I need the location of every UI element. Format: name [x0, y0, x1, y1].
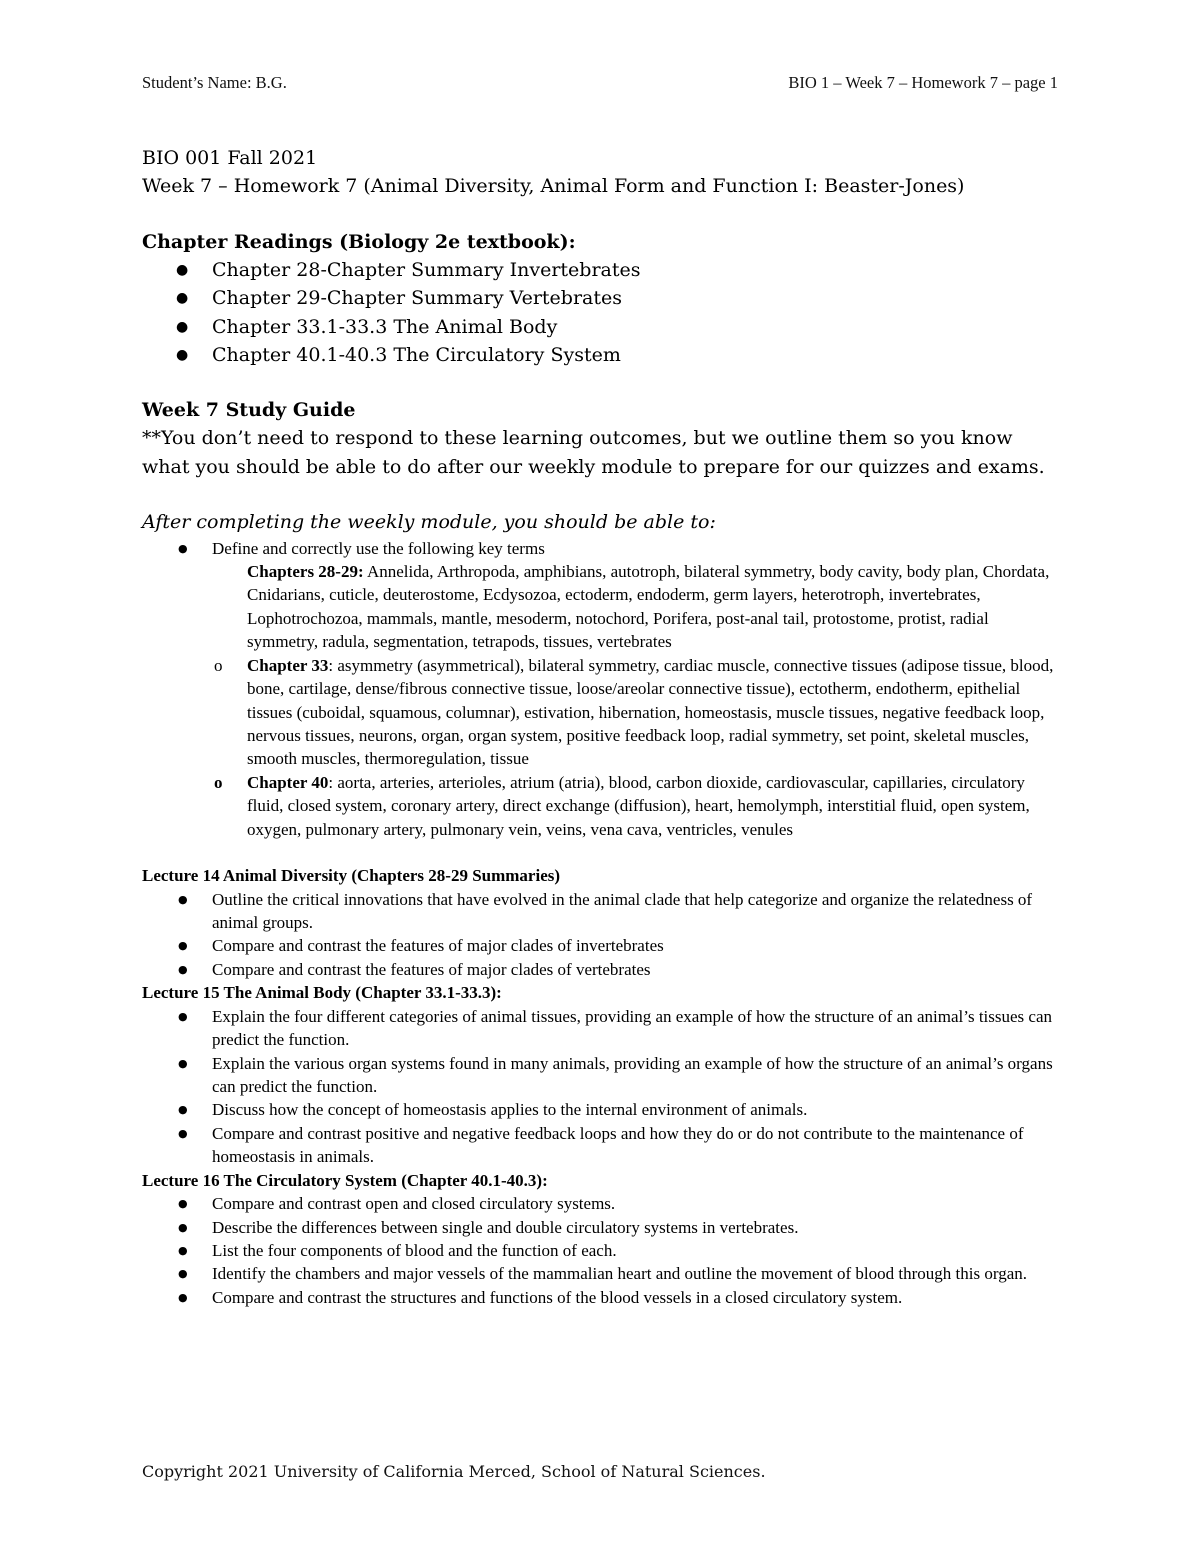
lecture-15-heading: Lecture 15 The Animal Body (Chapter 33.1-33.3):	[142, 983, 502, 1003]
list-item: ● Discuss how the concept of homeostasis applies to the internal environment of animals.	[142, 1098, 1062, 1121]
document-content	[142, 144, 1062, 1309]
list-item: ● Describe the differences between single and double circulatory systems in vertebrates.	[142, 1216, 1062, 1239]
key-terms-list	[142, 537, 1062, 560]
list-item: ● Outline the critical innovations that have evolved in the animal clade that help categorize and organize the relatedness of animal groups.	[142, 888, 1062, 935]
terms-chapter-33	[214, 654, 1062, 771]
header-page-info: BIO 1 – Week 7 – Homework 7 – page 1	[788, 73, 1058, 92]
list-item: ● Identify the chambers and major vessels of the mammalian heart and outline the movement of blood through this organ.	[142, 1262, 1062, 1285]
list-item: ● Compare and contrast the features of major clades of vertebrates	[142, 958, 1062, 981]
list-item: ● Define and correctly use the following key terms	[142, 537, 1062, 560]
study-guide-intro: After completing the weekly module, you should be able to:	[142, 511, 716, 534]
term-text: : aorta, arteries, arterioles, atrium (atria), blood, carbon dioxide, cardiovascular, capillaries, circulatory fluid, closed system, coronary artery, direct exchange (diffusion), heart, hemolymph, interstitial fluid, open system, oxygen, pulmonary artery, pulmonary vein, veins, vena cava, ventricles, venules	[247, 772, 1030, 839]
term-marker: o	[214, 655, 223, 675]
study-guide-note: **You don’t need to respond to these learning outcomes, but we outline them so you know what you should be able to do after our weekly module to prepare for our quizzes and exams.	[142, 427, 1045, 478]
readings-list	[142, 256, 1062, 370]
list-item: ● Compare and contrast the structures and functions of the blood vessels in a closed circulatory system.	[142, 1286, 1062, 1309]
term-label: Chapter 40	[247, 772, 329, 792]
homework-subtitle: Week 7 – Homework 7 (Animal Diversity, Animal Form and Function I: Beaster-Jones)	[142, 175, 965, 198]
list-item: ● Chapter 28-Chapter Summary Invertebrates	[142, 256, 1062, 284]
term-text: : asymmetry (asymmetrical), bilateral symmetry, cardiac muscle, connective tissues (adipose tissue, blood, bone, cartilage, dense/fibrous connective tissue, loose/areolar connective tissue), ectotherm, endotherm, epithelial tissues (cuboidal, squamous, columnar), estivation, hibernation, homeostasis, muscle tissues, negative feedback loop, nervous tissues, neurons, organ, organ system, positive feedback loop, radial symmetry, set point, skeletal muscles, smooth muscles, thermoregulation, tissue	[247, 655, 1054, 769]
readings-heading: Chapter Readings (Biology 2e textbook):	[142, 230, 576, 253]
term-text: Annelida, Arthropoda, amphibians, autotroph, bilateral symmetry, body cavity, body plan, Chordata, Cnidarians, cuticle, deuterostome, Ecdysozoa, ectoderm, endoderm, germ layers, heterotroph, invertebrates, Lophotrochozoa, mammals, mantle, mesoderm, notochord, Porifera, post-anal tail, protostome, protist, radial symmetry, radula, segmentation, tetrapods, tissues, vertebrates	[247, 562, 1050, 652]
list-item: ● Compare and contrast open and closed circulatory systems.	[142, 1192, 1062, 1215]
lecture-16-list	[142, 1192, 1062, 1309]
key-terms-groups	[142, 560, 1062, 841]
lecture-14-heading: Lecture 14 Animal Diversity (Chapters 28-29 Summaries)	[142, 865, 561, 885]
list-item: ● List the four components of blood and the function of each.	[142, 1239, 1062, 1262]
lecture-16-heading: Lecture 16 The Circulatory System (Chapter 40.1-40.3):	[142, 1170, 548, 1190]
term-label: Chapters 28-29:	[247, 562, 364, 582]
list-item: ● Explain the various organ systems found in many animals, providing an example of how the structure of an animal’s organs can predict the function.	[142, 1052, 1062, 1099]
study-guide-heading: Week 7 Study Guide	[142, 399, 356, 422]
term-label: Chapter 33	[247, 655, 329, 675]
list-item: ● Chapter 40.1-40.3 The Circulatory System	[142, 341, 1062, 369]
lecture-14-list	[142, 888, 1062, 982]
list-item: ● Chapter 29-Chapter Summary Vertebrates	[142, 284, 1062, 312]
list-item: ● Compare and contrast the features of major clades of invertebrates	[142, 934, 1062, 957]
lecture-15-list	[142, 1005, 1062, 1169]
terms-chapters-28-29	[247, 560, 1062, 654]
copyright-footer: Copyright 2021 University of California Merced, School of Natural Sciences.	[142, 1462, 766, 1481]
list-item: ● Explain the four different categories of animal tissues, providing an example of how the structure of an animal’s tissues can predict the function.	[142, 1005, 1062, 1052]
header-student-name: Student’s Name: B.G.	[142, 73, 287, 92]
list-item: ● Chapter 33.1-33.3 The Animal Body	[142, 313, 1062, 341]
list-item: ● Compare and contrast positive and negative feedback loops and how they do or do not contribute to the maintenance of homeostasis in animals.	[142, 1122, 1062, 1169]
course-title: BIO 001 Fall 2021	[142, 147, 318, 169]
terms-chapter-40	[214, 771, 1062, 841]
term-marker: o	[214, 772, 223, 792]
